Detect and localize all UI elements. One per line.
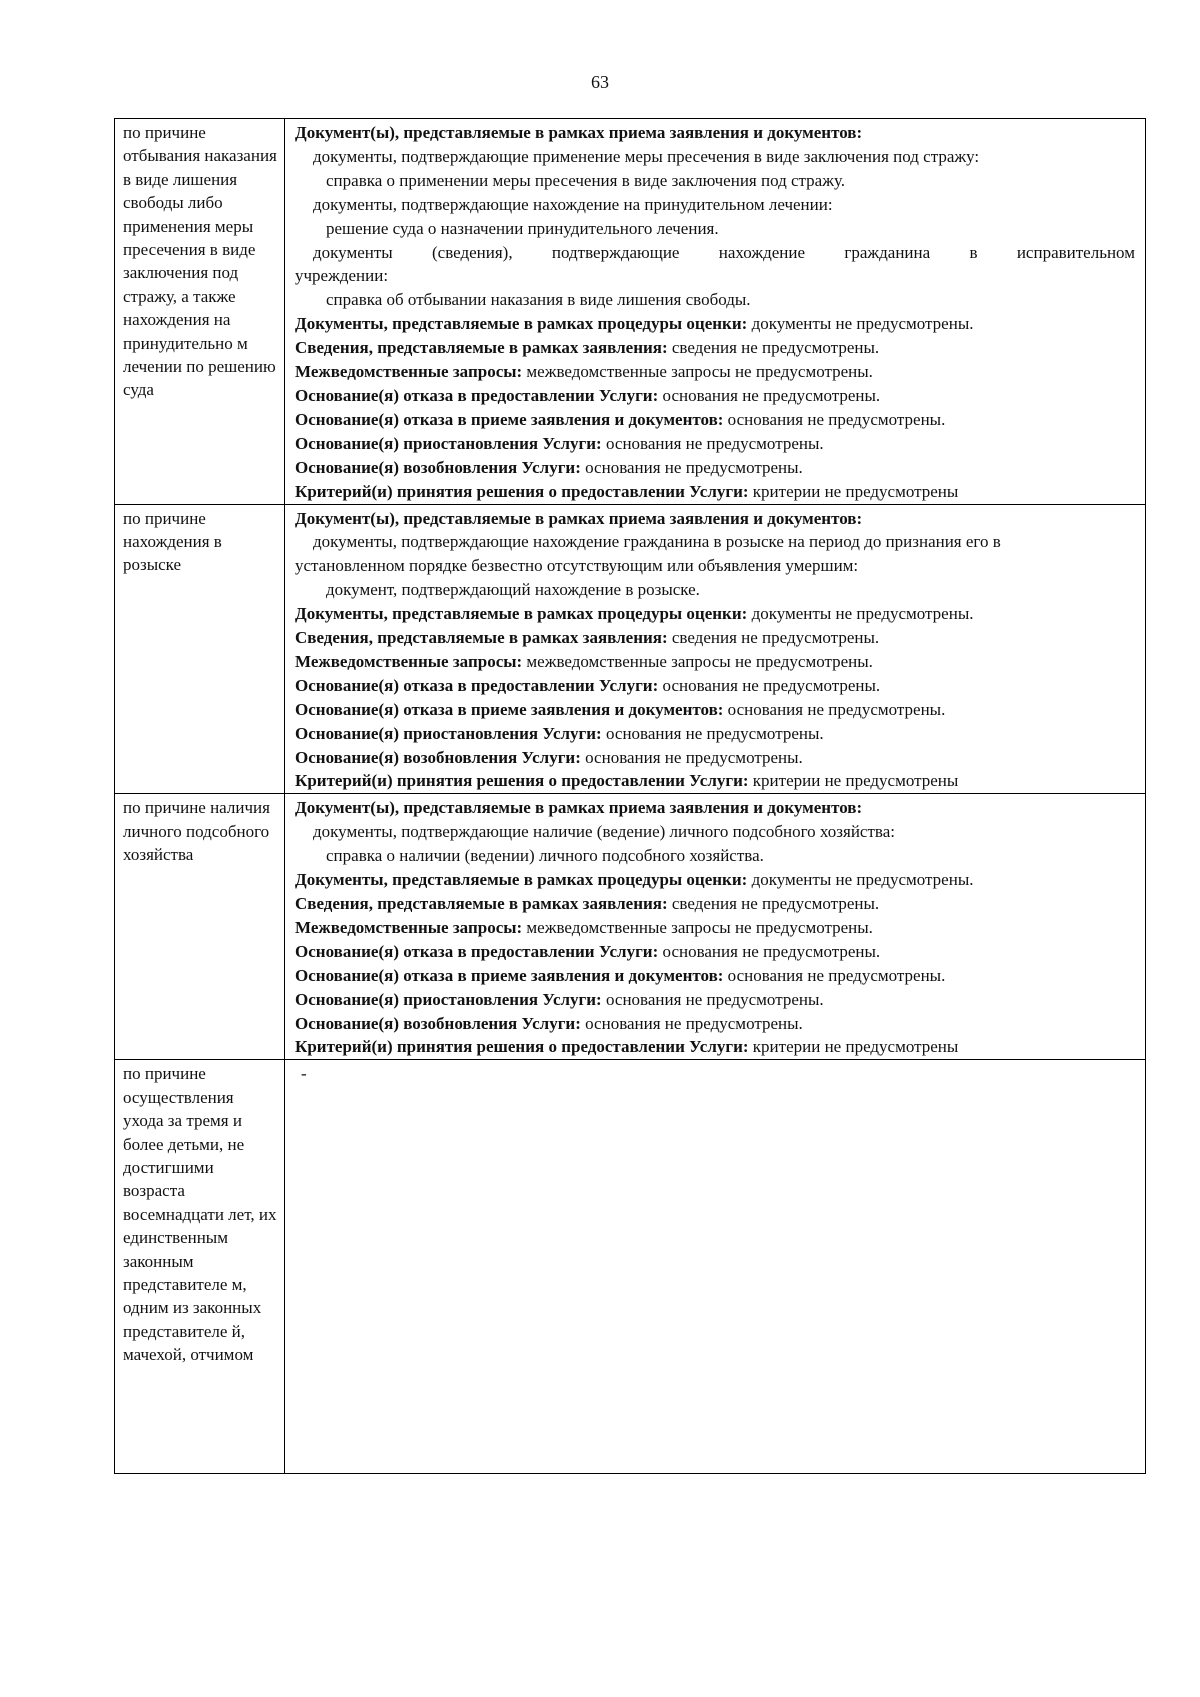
table-row [115,504,1146,794]
service-table [114,118,1146,1474]
content-line: Основание(я) приостановления Услуги: основания не предусмотрены. [295,723,824,743]
content-line: документы, подтверждающие применение меры пресечения в виде заключения под стражу: [313,146,980,166]
content-line: Сведения, представляемые в рамках заявления: сведения не предусмотрены. [295,894,880,913]
content-line: Документ(ы), представляемые в рамках приема заявления и документов: [295,123,863,142]
page-number: 63 [591,72,609,92]
reason-cell: по причине нахождения в розыске [115,504,285,794]
content-cell [285,794,1146,1060]
content-line: Сведения, представляемые в рамках заявления: сведения не предусмотрены. [295,628,880,648]
empty-dash: - [301,1064,307,1084]
content-line: Основание(я) приостановления Услуги: основания не предусмотрены. [295,989,824,1009]
content-line: Основание(я) возобновления Услуги: основания не предусмотрены. [295,747,803,767]
content-line: Критерий(и) принятия решения о предоставлении Услуги: критерии не предусмотрены [295,771,959,791]
content-line: документы, подтверждающие нахождение гражданина в розыске на период до признания его в [313,532,1001,552]
content-line: Критерий(и) принятия решения о предоставлении Услуги: критерии не предусмотрены [295,481,959,501]
content-line: Критерий(и) принятия решения о предоставлении Услуги: критерии не предусмотрены [295,1037,959,1057]
content-line: Межведомственные запросы: межведомственные запросы не предусмотрены. [295,362,873,382]
content-line: Основание(я) отказа в предоставлении Услуги: основания не предусмотрены. [295,941,881,961]
content-line: Сведения, представляемые в рамках заявления: сведения не предусмотрены. [295,338,880,358]
reason-cell: по причине отбывания наказания в виде лишения свободы либо применения меры пресечения в виде заключения под стражу, а также нахождения на принудительно м лечении по решению суда [115,119,285,505]
content-line: решение суда о назначении принудительного лечения. [326,218,719,238]
content-line: справка о наличии (ведении) личного подсобного хозяйства. [326,846,764,866]
content-cell [285,504,1146,794]
reason-cell: по причине наличия личного подсобного хозяйства [115,794,285,1060]
content-line: учреждении: [295,266,389,286]
content-line: справка о применении меры пресечения в виде заключения под стражу. [326,170,846,190]
content-line: Документы, представляемые в рамках процедуры оценки: документы не предусмотрены. [295,870,974,890]
content-cell [285,1060,1146,1474]
content-line: справка об отбывании наказания в виде лишения свободы. [326,290,751,310]
content-line: Основание(я) отказа в приеме заявления и документов: основания не предусмотрены. [295,409,946,429]
content-line: Документ(ы), представляемые в рамках приема заявления и документов: [295,508,863,528]
content-line: установленном порядке безвестно отсутствующим или объявления умершим: [295,556,859,576]
content-line: Документы, представляемые в рамках процедуры оценки: документы не предусмотрены. [295,314,974,334]
table-row [115,794,1146,1060]
content-line: документы, подтверждающие наличие (ведение) личного подсобного хозяйства: [313,822,895,842]
content-line: документы, подтверждающие нахождение на принудительном лечении: [313,194,833,214]
content-line: Основание(я) отказа в предоставлении Услуги: основания не предусмотрены. [295,385,881,405]
content-line: Основание(я) приостановления Услуги: основания не предусмотрены. [295,433,824,453]
content-line: Документ(ы), представляемые в рамках приема заявления и документов: [295,798,863,818]
content-line: Основание(я) возобновления Услуги: основания не предусмотрены. [295,1013,803,1033]
content-line: Основание(я) отказа в предоставлении Услуги: основания не предусмотрены. [295,675,881,695]
table-row [115,119,1146,505]
content-line: документ, подтверждающий нахождение в розыске. [326,580,700,600]
content-line: Документы, представляемые в рамках процедуры оценки: документы не предусмотрены. [295,604,974,624]
content-cell [285,119,1146,505]
content-line: Основание(я) возобновления Услуги: основания не предусмотрены. [295,457,803,477]
content-line: Межведомственные запросы: межведомственные запросы не предусмотрены. [295,917,873,937]
content-line: Основание(я) отказа в приеме заявления и документов: основания не предусмотрены. [295,699,946,719]
content-line: Основание(я) отказа в приеме заявления и документов: основания не предусмотрены. [295,965,946,985]
table-row [115,1060,1146,1474]
reason-cell: по причине осуществления ухода за тремя и более детьми, не достигшими возраста восемнадцати лет, их единственным законным представителе м, одним из законных представителе й, мачехой, отчимом [115,1060,285,1474]
content-line: документы (сведения), подтверждающие нахождение гражданина в исправительном [313,242,1135,262]
content-line: Межведомственные запросы: межведомственные запросы не предусмотрены. [295,651,873,671]
